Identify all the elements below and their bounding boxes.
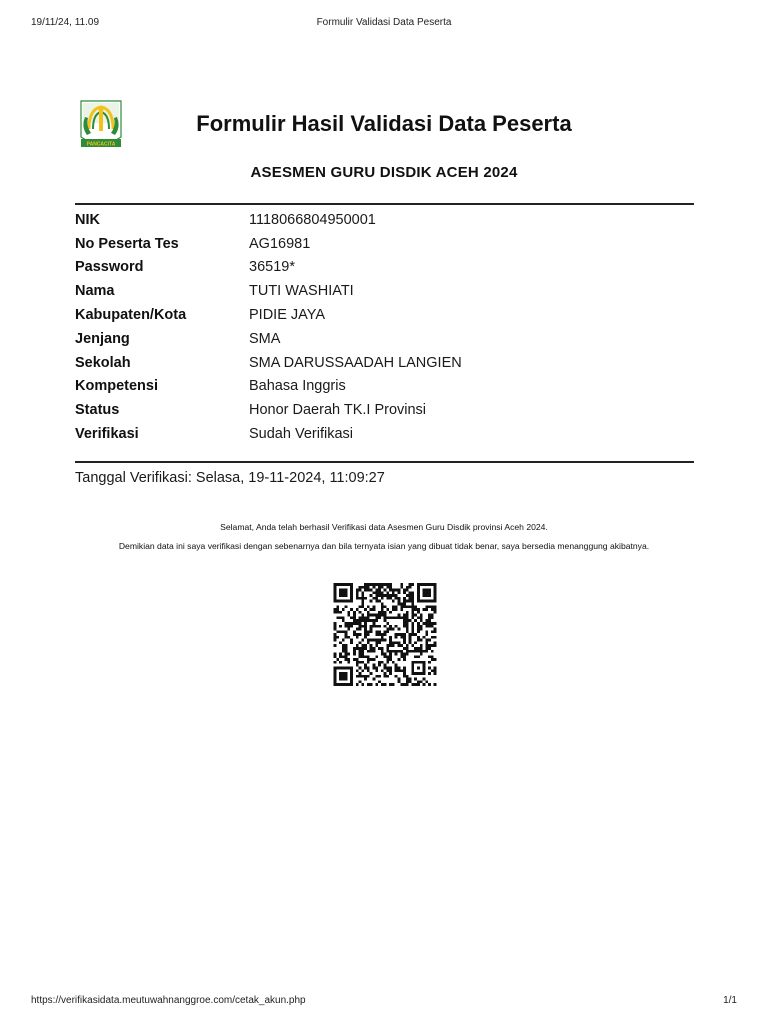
print-header [31,17,737,31]
field-value: Sudah Verifikasi [249,426,353,443]
divider-bottom [75,461,694,463]
verification-date: Tanggal Verifikasi: Selasa, 19-11-2024, 11:09:27 [75,470,385,486]
field-row-sekolah [75,351,694,375]
field-label: Nama [75,283,115,300]
field-label: Kompetensi [75,378,158,395]
page-title [0,111,768,137]
declaration-note: Demikian data ini saya verifikasi dengan sebenarnya dan bila ternyata isian yang dibuat tidak benar, saya bersedia menanggung akibatnya. [118,541,650,551]
print-datetime: 19/11/24, 11.09 [31,17,100,28]
field-label: Sekolah [75,354,131,371]
field-row-kabupaten [75,303,694,327]
field-label: Jenjang [75,330,130,347]
field-value: SMA [249,330,281,347]
field-value: PIDIE JAYA [249,307,326,324]
field-row-kompetensi [75,375,694,399]
field-row-nik [75,208,694,232]
divider-top [75,203,694,205]
page-title-text: Formulir Hasil Validasi Data Peserta [196,111,572,136]
field-value: TUTI WASHIATI [249,283,354,300]
print-page-number: 1/1 [723,995,737,1006]
field-row-no-peserta [75,232,694,256]
field-label: Verifikasi [75,426,139,443]
field-label: Status [75,402,120,419]
page-subtitle: ASESMEN GURU DISDIK ACEH 2024 [250,164,518,181]
qr-code-icon [331,583,439,686]
field-value: 1118066804950001 [249,211,376,228]
field-label: NIK [75,211,100,228]
field-label: Password [75,259,144,276]
field-row-status [75,398,694,422]
field-value: SMA DARUSSAADAH LANGIEN [249,354,462,371]
field-row-nama [75,279,694,303]
print-page-title: Formulir Validasi Data Peserta [316,17,452,28]
field-value: Bahasa Inggris [249,378,346,395]
field-label: Kabupaten/Kota [75,307,187,324]
congratulation-note: Selamat, Anda telah berhasil Verifikasi data Asesmen Guru Disdik provinsi Aceh 2024. [220,522,548,532]
field-value: Honor Daerah TK.I Provinsi [249,402,427,419]
field-label: No Peserta Tes [75,235,179,252]
print-footer [31,995,737,1009]
participant-fields [75,208,694,446]
field-value: 36519* [249,259,295,276]
field-row-password [75,256,694,280]
field-row-jenjang [75,327,694,351]
field-value: AG16981 [249,235,311,252]
print-url: https://verifikasidata.meutuwahnanggroe.com/cetak_akun.php [31,995,306,1006]
field-row-verifikasi [75,422,694,446]
logo-caption: PANCACITA [86,141,116,148]
